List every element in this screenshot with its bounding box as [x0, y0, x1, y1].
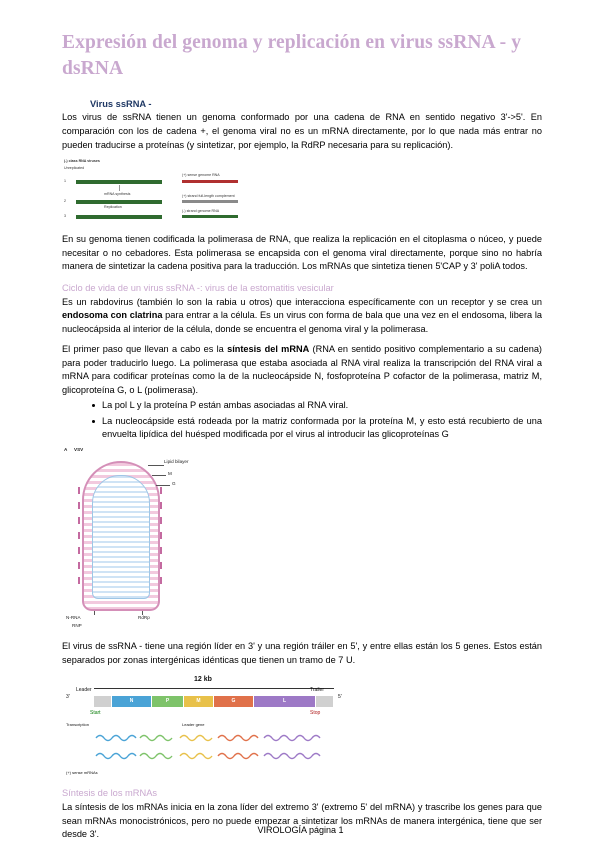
glycoprotein-spike [78, 517, 80, 524]
figure1-tick-1 [119, 185, 120, 191]
figure2-canvas [64, 447, 234, 632]
glycoprotein-spike [78, 562, 80, 569]
figure-vsv-virion [62, 447, 542, 632]
label-rdrp: RdRp [138, 615, 150, 621]
figure3-trailer-label: Trailer [310, 687, 324, 694]
glycoprotein-spike [78, 487, 80, 494]
paragraph-4-part-a: El primer paso que llevan a cabo es la [62, 344, 228, 355]
label-n-rna: N-RNA [66, 615, 81, 621]
label-m-protein: M [168, 471, 172, 477]
gene-segment-m: M [184, 696, 214, 707]
figure1-bar-genome-out [182, 215, 238, 218]
glycoprotein-spike [160, 532, 162, 539]
paragraph-1: Los virus de ssRNA tienen un genoma conformado por una cadena de RNA en sentido negativo 3'->5'. En comparación con los de cadena +, el genoma viral no es un mRNA directamente, por lo que nada más entrar no pueden traducirse a proteínas (y sintetizar, por ejemplo, la RdRP necesaria para su replicación). [62, 112, 542, 150]
glycoprotein-spike [160, 562, 162, 569]
gene-segment-n: N [112, 696, 152, 707]
virion-nucleocapsid [92, 475, 150, 599]
figure2-virus-name: VSV [74, 447, 84, 453]
figure1-bar-genome-2 [76, 200, 162, 204]
glycoprotein-spike [78, 532, 80, 539]
label-rnp: RNP [72, 623, 82, 629]
glycoprotein-spike [160, 547, 162, 554]
figure1-bar-complement [182, 200, 238, 203]
figure3-note-left: Transcription [66, 722, 89, 728]
leader-n-rna [94, 611, 95, 615]
paragraph-4-bold: síntesis del mRNA [227, 344, 310, 355]
gene-segment-trailer [316, 696, 334, 707]
virion-envelope [82, 461, 160, 611]
gene-segment-l: L [254, 696, 316, 707]
figure1-bar-genome-3 [76, 215, 162, 219]
heading-ciclo-vida: Ciclo de vida de un virus ssRNA -: virus de la estomatitis vesicular [62, 282, 334, 293]
figure3-end-5prime: 5' [338, 694, 342, 701]
page-title: Expresión del genoma y replicación en virus ssRNA - y dsRNA [62, 32, 522, 79]
figure1-canvas [64, 159, 279, 225]
leader-lipid-bilayer [148, 465, 164, 466]
paragraph-4 [62, 343, 542, 397]
paragraph-6: La síntesis de los mRNAs inicia en la zona líder del extremo 3' (extremo 5' del mRNA) y trascribe los genes para que sean mRNAs monocistrónicos, pero no puede empezar a sintetizar los mRNAs de manera intergénica, tiene que ser desde 3'. [62, 802, 542, 840]
figure2-panel-letter: A [64, 447, 68, 453]
figure-genome-map [62, 674, 542, 779]
figure1-label-mrna-synthesis: mRNA synthesis [104, 192, 131, 197]
paragraph-3 [62, 296, 542, 337]
document-content [62, 30, 542, 849]
figure3-span-line [94, 688, 334, 689]
figure3-caption: (+) sense mRNAs [66, 770, 98, 776]
figure1-num-3: 3 [64, 214, 66, 219]
figure3-start-label: Start [90, 710, 101, 717]
gene-segment-leader [94, 696, 112, 707]
paragraph-3-part-c: para entrar a la célula. Es un virus con forma de bala que una vez en el endosoma, libera la nucleocápsida al interior de la célula, donde se encuentra el genoma viral y la polimerasa. [62, 310, 542, 334]
paragraph-5: El virus de ssRNA - tiene una región líder en 3' y una región tráiler en 5', y entre ellas están los 5 genes. Estos están separados por zonas intergénicas idénticas que tienen un tramo de 7 U. [62, 641, 542, 665]
figure3-leader-label: Leader [76, 687, 92, 694]
figure3-stop-label: Stop [310, 710, 321, 717]
glycoprotein-spike [160, 517, 162, 524]
paragraph-2: En su genoma tienen codificada la polimerasa de RNA, que realiza la replicación en el citoplasma o núceo, y puede necesitar o no cebadores. Esta polimerasa se encapsida con el genoma viral directamente, porque sino no habría manera de sintetizar la cadena positiva para la traducción. Los mRNAs que sintetiza tienen 5'CAP y 3' poliA todos. [62, 234, 542, 272]
leader-rdrp [142, 611, 143, 615]
paragraph-3-part-a: Es un rabdovirus (también lo son la rabia u otros) que interacciona específicamente con un receptor y se crea un [62, 296, 542, 307]
label-g-protein: G [172, 481, 176, 487]
leader-m-protein [152, 475, 166, 476]
figure1-label-full-length: (+) strand full-length complement [182, 194, 235, 199]
paragraph-3-bold: endosoma con clatrina [62, 310, 163, 321]
figure1-label-plus-genome: (+) sense genome RNA [182, 173, 220, 178]
glycoprotein-spike [78, 577, 80, 584]
figure3-canvas [64, 674, 364, 779]
glycoprotein-spike [78, 547, 80, 554]
paragraph-4-part-c: (RNA en sentido positivo complementario a su cadena) para poder traducirlo luego. La polimerasa que estaba asociada al RNA viral realiza la transcripción del RNA viral a mRNA para codificar proteínas como la de la nucleocápside N, fosfoproteína P cofactor de la polimerasa, matriz M, glicoproteína G, o L (polimerasa). [62, 344, 542, 395]
label-lipid-bilayer: Lipid bilayer [164, 459, 189, 465]
glycoprotein-spike [160, 577, 162, 584]
gene-segment-g: G [214, 696, 254, 707]
figure3-end-3prime: 3' [66, 694, 70, 701]
figure1-label-replication: Replication [104, 205, 122, 210]
figure3-note-right: Leader gene [182, 722, 205, 728]
figure3-size-label: 12 kb [194, 676, 212, 684]
figure-mrna-synthesis [62, 159, 542, 225]
figure1-num-1: 1 [64, 179, 66, 184]
glycoprotein-spike [78, 502, 80, 509]
figure1-title: (-) class RNA viruses [64, 159, 100, 164]
genome-bar [94, 696, 334, 707]
glycoprotein-spike [160, 487, 162, 494]
figure1-num-2: 2 [64, 199, 66, 204]
gene-segment-p: P [152, 696, 184, 707]
bullet-list [62, 399, 542, 441]
page-footer: VIROLOGÍA página 1 [257, 825, 344, 835]
figure3-mrna-waves [64, 730, 364, 775]
figure1-label-intro: Unreplicated [64, 166, 85, 171]
list-item: La pol L y la proteína P están ambas asociadas al RNA viral. [92, 399, 542, 412]
figure1-bar-mrna [182, 180, 238, 183]
glycoprotein-spike [160, 502, 162, 509]
heading-sintesis-mrnas: Síntesis de los mRNAs [62, 788, 158, 799]
list-item: La nucleocápside está rodeada por la matriz conformada por la proteína M, y esto está recubierto de una envuelta lipídica del huésped modificada por el virus al introducir las glicoproteínas G [92, 415, 542, 442]
heading-virus-ssrna: Virus ssRNA - [90, 99, 152, 110]
leader-g-protein [156, 485, 170, 486]
figure1-bar-genome [76, 180, 162, 184]
figure1-label-minus-genome: (-) strand genome RNA [182, 209, 220, 214]
